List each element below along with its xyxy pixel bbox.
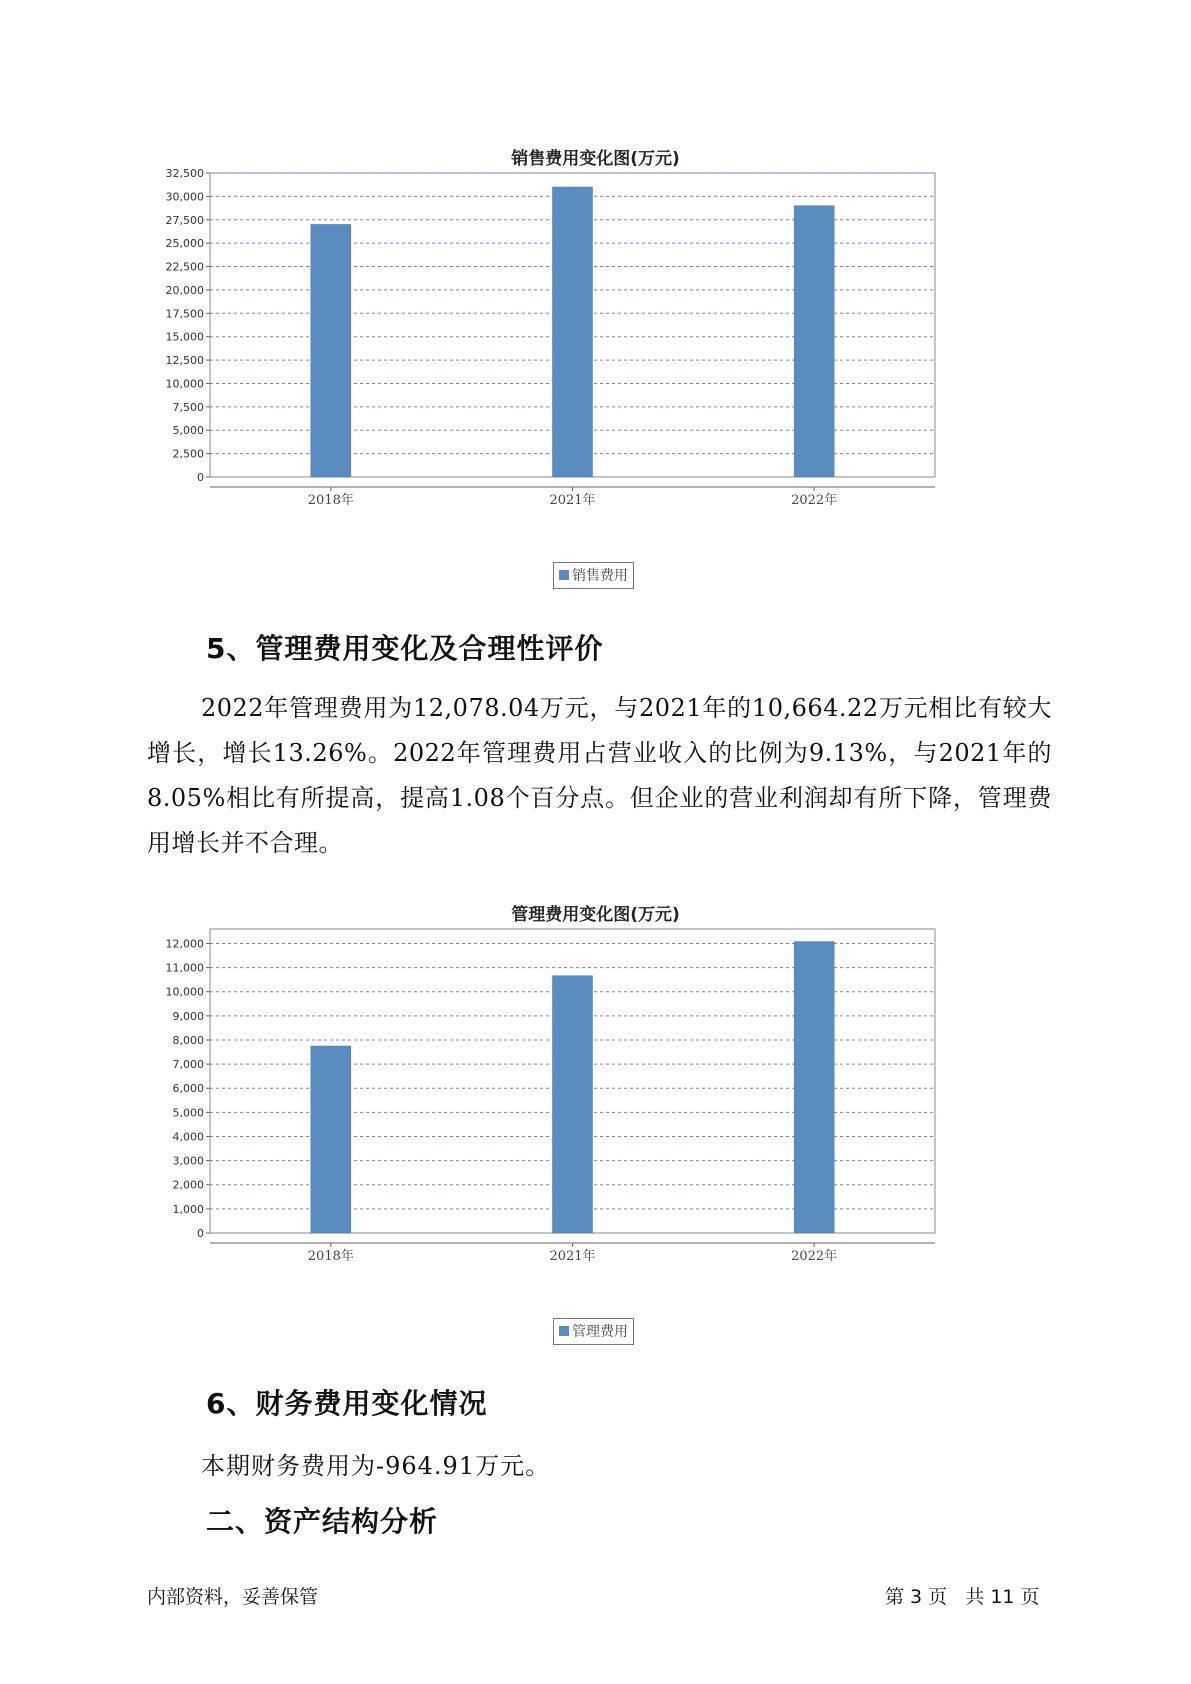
y-tick-label: 32,500 [165, 167, 204, 180]
bar-2018年 [311, 1046, 351, 1233]
x-tick-label: 2021年 [549, 493, 596, 508]
bar-2022年 [794, 206, 834, 477]
section-5-paragraph: 2022年管理费用为12,078.04万元，与2021年的10,664.22万元相比有较大增长，增长13.26%。2022年管理费用占营业收入的比例为9.13%，与2021年的8.05%相比有所提高，提高1.08个百分点。但企业的营业利润却有所下降，管理费用增长并不合理。 [147, 694, 1052, 857]
y-tick-label: 6,000 [172, 1082, 204, 1096]
y-tick-label: 27,500 [165, 213, 204, 227]
y-tick-label: 1,000 [172, 1202, 204, 1216]
legend-swatch [559, 570, 569, 580]
chart-legend-admin-expense [553, 1318, 634, 1345]
y-tick-label: 8,000 [172, 1033, 204, 1047]
chart-title-sales-expense: 销售费用变化图(万元) [511, 149, 680, 169]
y-tick-label: 2,500 [172, 447, 204, 461]
bar-2022年 [794, 942, 834, 1233]
y-tick-label: 5,000 [172, 1106, 204, 1120]
y-tick-label: 25,000 [165, 237, 204, 251]
footer-page-number: 第 3 页 共 11 页 [885, 1586, 1040, 1608]
chart-title-admin-expense: 管理费用变化图(万元) [511, 905, 680, 925]
y-tick-label: 3,000 [172, 1154, 204, 1168]
y-tick-label: 0 [197, 1227, 204, 1240]
footer-confidential-note: 内部资料，妥善保管 [147, 1586, 319, 1608]
bar-2021年 [553, 976, 593, 1233]
chart-legend-sales-expense [553, 562, 634, 589]
y-tick-label: 5,000 [172, 424, 204, 438]
legend-label: 销售费用 [572, 568, 628, 584]
y-tick-label: 9,000 [172, 1009, 204, 1023]
bar-2018年 [311, 224, 351, 477]
y-tick-label: 4,000 [172, 1130, 204, 1144]
y-tick-label: 12,000 [165, 937, 204, 951]
y-tick-label: 12,500 [165, 354, 204, 368]
x-tick-label: 2022年 [791, 493, 838, 508]
x-tick-label: 2018年 [307, 1249, 354, 1264]
bar-2021年 [553, 187, 593, 477]
y-tick-label: 10,000 [165, 985, 204, 999]
y-tick-label: 17,500 [165, 307, 204, 321]
section-5-heading: 5、管理费用变化及合理性评价 [206, 632, 604, 665]
section-ii-heading: 二、资产结构分析 [206, 1505, 439, 1538]
y-tick-label: 30,000 [165, 190, 204, 204]
y-tick-label: 0 [197, 471, 204, 484]
y-tick-label: 20,000 [165, 283, 204, 297]
y-tick-label: 15,000 [165, 330, 204, 344]
y-tick-label: 11,000 [165, 961, 204, 975]
legend-label: 管理费用 [572, 1324, 628, 1340]
y-tick-label: 22,500 [165, 260, 204, 274]
admin-expense-bar-chart [160, 926, 1020, 1264]
y-tick-label: 2,000 [172, 1178, 204, 1192]
legend-swatch [559, 1326, 569, 1336]
section-6-heading: 6、财务费用变化情况 [206, 1387, 488, 1420]
x-tick-label: 2022年 [791, 1249, 838, 1264]
section-6-paragraph: 本期财务费用为-964.91万元。 [201, 1452, 551, 1480]
y-tick-label: 7,500 [172, 400, 204, 414]
y-tick-label: 10,000 [165, 377, 204, 391]
x-tick-label: 2018年 [307, 493, 354, 508]
sales-expense-bar-chart [160, 167, 1020, 508]
y-tick-label: 7,000 [172, 1058, 204, 1072]
x-tick-label: 2021年 [549, 1249, 596, 1264]
